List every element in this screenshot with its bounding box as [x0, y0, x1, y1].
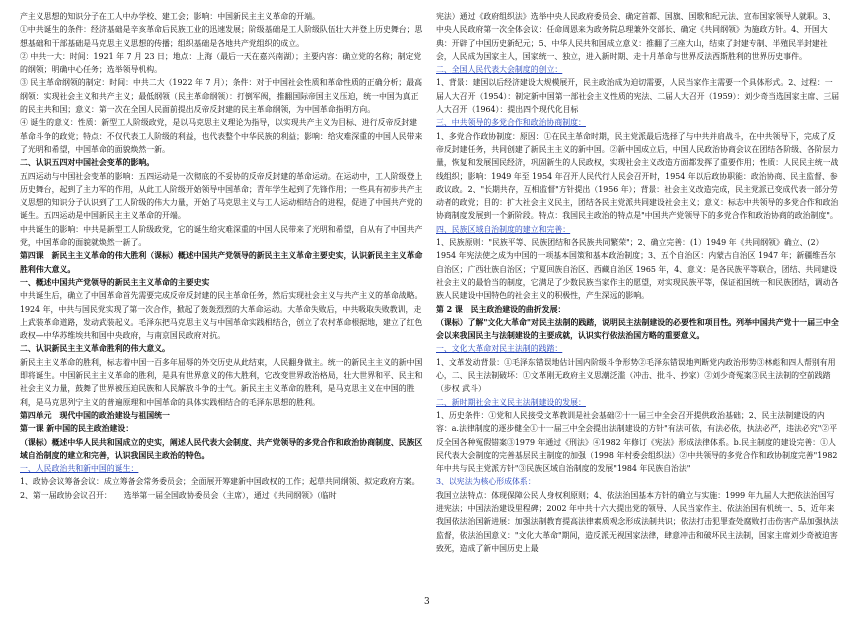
section-heading: 二、全国人民代表大会制度的创立： — [436, 65, 563, 75]
section-heading: 二、新时期社会主义民主法制建设的发展： — [436, 397, 586, 407]
paragraph: ①中共诞生的条件：经济基础是辛亥革命后民族工业的迅速发展；阶级基础是工人阶级队伍壮大并登上历史舞台；思想基础和干部基础是马克思主义思想的传播；组织基础是各地共产党组织的成立。 — [20, 25, 423, 48]
paragraph: ④ 诞生的意义：性质：新型工人阶级政党，是以马克思主义理论为指导，以实现共产主义为目标、进行反帝反封建革命斗争的政党；特点：不仅代表工人阶级的利益，也代表整个中华民族的利益；影响：给灾难深重的中国人民带来了光明和希望，中国革命的面貌焕然一新。 — [20, 118, 423, 154]
lesson-heading: 第四课 新民主主义革命的伟大胜利（课标）概述中国共产党领导的新民主主义革命主要史实，认识新民主主义革命胜利伟大意义。 — [20, 251, 423, 274]
standards-note: （课标）概述中华人民共和国成立的史实，阐述人民代表大会制度、共产党领导的多党合作和政治协商制度、民族区域自治制度的建立和完善，认识我国民主政治的特色。 — [20, 437, 423, 460]
paragraph: 1、背景：建国以后经济建设大规模展开，民主政治成为迫切需要，人民当家作主需要一个具体形式。2、过程：一届人大召开（1954）：制定新中国第一部社会主义性质的宪法、二届人大召开（1959）：刘少奇当选国家主席、三届人大召开（1964）：提出四个现代化目标 — [436, 78, 840, 115]
paragraph: 1、历史条件：①党和人民接受文革教训是社会基础②十一届三中全会召开提供政治基础；2、民主法制建设的内容：a.法律制度的逐步健全①十一届三中全会提出法制建设的方针"有法可依，有法必依，执法必严，违法必究"②平反全国各种冤假错案③1979 年通过《刑法》④1982 年修订《宪法》形成法律体系。b.民主制度的建设完善：①人民代表大会制度的完善基层民主制度的加强（1998 年村委会组织法）②中共领导的多党合作和政协制度完善"1982 年中共与民主党派方针"③民族区域自治制度的发展"1984 年民族自治法" — [436, 410, 838, 474]
lesson-heading: 第 2 课 民主政治建设的曲折发展： — [436, 304, 566, 314]
paragraph: 我国立法特点：体现保障公民人身权利原则；4、依法治国基本方针的确立与实施：1999 年九届人大把依法治国写进宪法；中国法治建设里程碑；2002 年中共十六大提出党的领导、人民当家作主、依法治国有机统一、5、近年来我国依法治国新进展：加强法制教育提高法律素质观念形成法制共识；依法打击犯罪查处腐败打击伤害产品加强执法监督，依法治国意义："文化大革命"期间，造反派无视国家法律，肆意冲击和破坏民主法制，国家主席刘少奇被迫害致死，造成了新中国历史上最 — [436, 490, 839, 553]
section-heading: 3、以宪法为核心形成体系： — [436, 477, 536, 487]
paragraph: 新民主主义革命的胜利，标志着中国一百多年屈辱的外交历史从此结束，人民翻身做主。统一的新民主主义的新中国即将诞生。中国新民主主义革命的胜利，是具有世界意义的伟大胜利，它改变世界政治格局，壮大世界和平、民主和社会主义力量，鼓舞了世界被压迫民族和人民解放斗争的士气。新民主主义革命的胜利，是马克思主义在中国的胜利，是马克思列宁主义的普遍原理和中国革命的具体实践相结合的毛泽东思想的胜利。 — [20, 357, 423, 407]
right-column — [436, 10, 840, 555]
section-heading: 四、民族区域自治制度的建立和完善： — [436, 224, 571, 234]
paragraph: 中共诞生后，确立了中国革命首先需要完成反帝反封建的民主革命任务，然后实现社会主义与共产主义的革命战略。1924 年，中共与国民党实现了第一次合作，掀起了轰轰烈烈的大革命运动。大革命失败后，中共吸取失败教训，走上武装革命道路，发动武装起义。毛泽东把马克思主义与中国革命实践相结合，创立了农村革命根据地，建立了红色政权—中华苏维埃共和国中央政府，与南京国民政府对抗。 — [20, 291, 423, 341]
section-heading: 二、认识新民主主义革命胜利的伟大意义。 — [20, 344, 170, 354]
paragraph: 宪法）通过《政府组织法》选举中央人民政府委员会、确定首都、国旗、国歌和纪元法、宣布国家领导人就职。3、中央人民政府第一次全体会议：任命周恩来为政务院总理兼外交部长、确定《共同纲领》为施政方针。4、开国大典：开辟了中国历史新纪元；5、中华人民共和国成立意义：推翻了三座大山，结束了封建专制、半殖民半封建社会，人民成为国家主人，国家统一、独立，进入新时期、走十月革命与世界反法西斯胜利的世界历史事件。 — [436, 12, 836, 61]
paragraph: 产主义思想的知识分子在工人中办学校、建工会；影响：中国新民主主义革命的开端。 — [20, 12, 320, 21]
paragraph: ② 中共一大：时间：1921 年 7 月 23 日；地点：上海（最后一天在嘉兴南湖）；主要内容：确立党的名称；制定党的纲领；明确中心任务；选举领导机构。 — [20, 51, 422, 75]
section-heading: 三、中共领导的多党合作和政治协商制度： — [436, 118, 586, 128]
left-column — [20, 10, 424, 502]
paragraph: 1、多党合作政协制度：原因：①在民主革命时期，民主党派最后选择了与中共并肩战斗，在中共领导下，完成了反帝反封建任务，共同创建了新民主主义的新中国。②新中国成立后，中国人民政治协商会议在团结各阶级、各阶层力量，恢复和发展国民经济，巩固新生的人民政权，实现社会主义改造方面都发挥了重要作用；性质：人民民主统一战线组织；影响：1949 年至 1954 年召开人民代行人民会召开时，1954 年以后政协职能：政治协商、民主监督、参政议政。2、"长期共存，互相监督"方针提出（1956 年）；背景：社会主义改造完成，民主党派已变成代表一部分劳动者的政党；目的：扩大社会主义民主，团结各民主党派共同建设社会主义；意义：标志中共领导的多党合作和政治协商制度发展到一个新阶段。特点：我国民主政治的特点是"中国共产党领导下的多党合作和政治协商的政治制度"。 — [436, 131, 839, 221]
section-heading: 一、概述中国共产党领导的新民主主义革命的主要史实 — [20, 277, 210, 287]
standards-note: （课标）了解"文化大革命"对民主法制的践踏，说明民主法制建设的必要性和项目性。列举中国共产党十一届三中全会以来我国民主与法制建设的主要成就，认识实行依法治国方略的重要意义。 — [436, 317, 839, 341]
section-heading: 二、认识五四对中国社会变革的影响。 — [20, 158, 155, 168]
section-heading: 一、人民政治共和新中国的诞生： — [20, 464, 139, 474]
paragraph: 1、文革发动背景：①毛泽东错误地估计国内阶级斗争形势②毛泽东错误地判断党内政治形势③林彪和四人帮别有用心，二、民主法制破坏：①文革刚无政府主义思潮泛滥（冲击、批斗、抄家）②刘少奇冤案③民主法制的空前践踏（步权 武斗） — [436, 357, 836, 394]
paragraph: 中共诞生的影响：中共是新型工人阶级政党，它的诞生给灾难深重的中国人民带来了光明和希望，自从有了中国共产党，中国革命的面貌就焕然一新了。 — [20, 224, 423, 248]
paragraph: 五四运动与中国社会变革的影响：五四运动是一次彻底的不妥协的反帝反封建的革命运动。在运动中，工人阶级登上历史舞台，起到了主力军的作用，从此工人阶级开始领导中国革命；青年学生起到了先锋作用；一些具有初步共产主义思想的知识分子认识到了工人阶级的伟大力量，开始了马克思主义与工人运动相结合的进程，促进了中国共产党的诞生。五四运动是中国新民主主义革命的开端。 — [20, 171, 423, 221]
page-number: 3 — [424, 597, 430, 607]
lesson-heading: 第一课 新中国的民主政治建设： — [20, 424, 134, 434]
paragraph: ③ 民主革命纲领的制定：时间：中共二大（1922 年 7 月）；条件：对于中国社会性质和革命性质的正确分析；最高纲领：实现社会主义和共产主义；最低纲领（民主革命纲领）：打倒军阀，推翻国际帝国主义压迫，统一中国为真正的民主共和国；意义：第一次在全国人民面前提出反帝反封建的民主革命纲领，为中国革命指明方向。 — [20, 78, 423, 115]
paragraph: 1、民族原则："民族平等、民族团结和各民族共同繁荣"；2、确立完善：(1）1949 年《共同纲领》确立、(2）1954 年宪法使之成为中国的一项基本国策和基本政治制度；3、五个自治区：内蒙古自治区 1947 年；新疆维吾尔自治区；广西壮族自治区；宁夏回族自治区、西藏自治区 1965 年，4、意义：是各民族平等联合，团结、共同建设社会主义的最恰当的制度，它满足了少数民族当家作主的愿望，对实现民族平等，保证祖国统一和民族团结，调动各族人民建设中国特色的社会主义的积极性，产生深远的影响。 — [436, 238, 839, 301]
paragraph: 1、政协会议筹备会议：成立筹备会常务委员会；全面展开筹建新中国政权的工作；起草共同纲领、拟定政府方案。2、第一届政协会议召开： 选举第一届全国政协委员会（主席），通过《共同纲领》（临时 — [20, 477, 420, 500]
unit-heading: 第四单元 现代中国的政治建设与祖国统一 — [20, 410, 170, 420]
section-heading: 一、文化大革命对民主法制的践踏： — [436, 344, 563, 354]
